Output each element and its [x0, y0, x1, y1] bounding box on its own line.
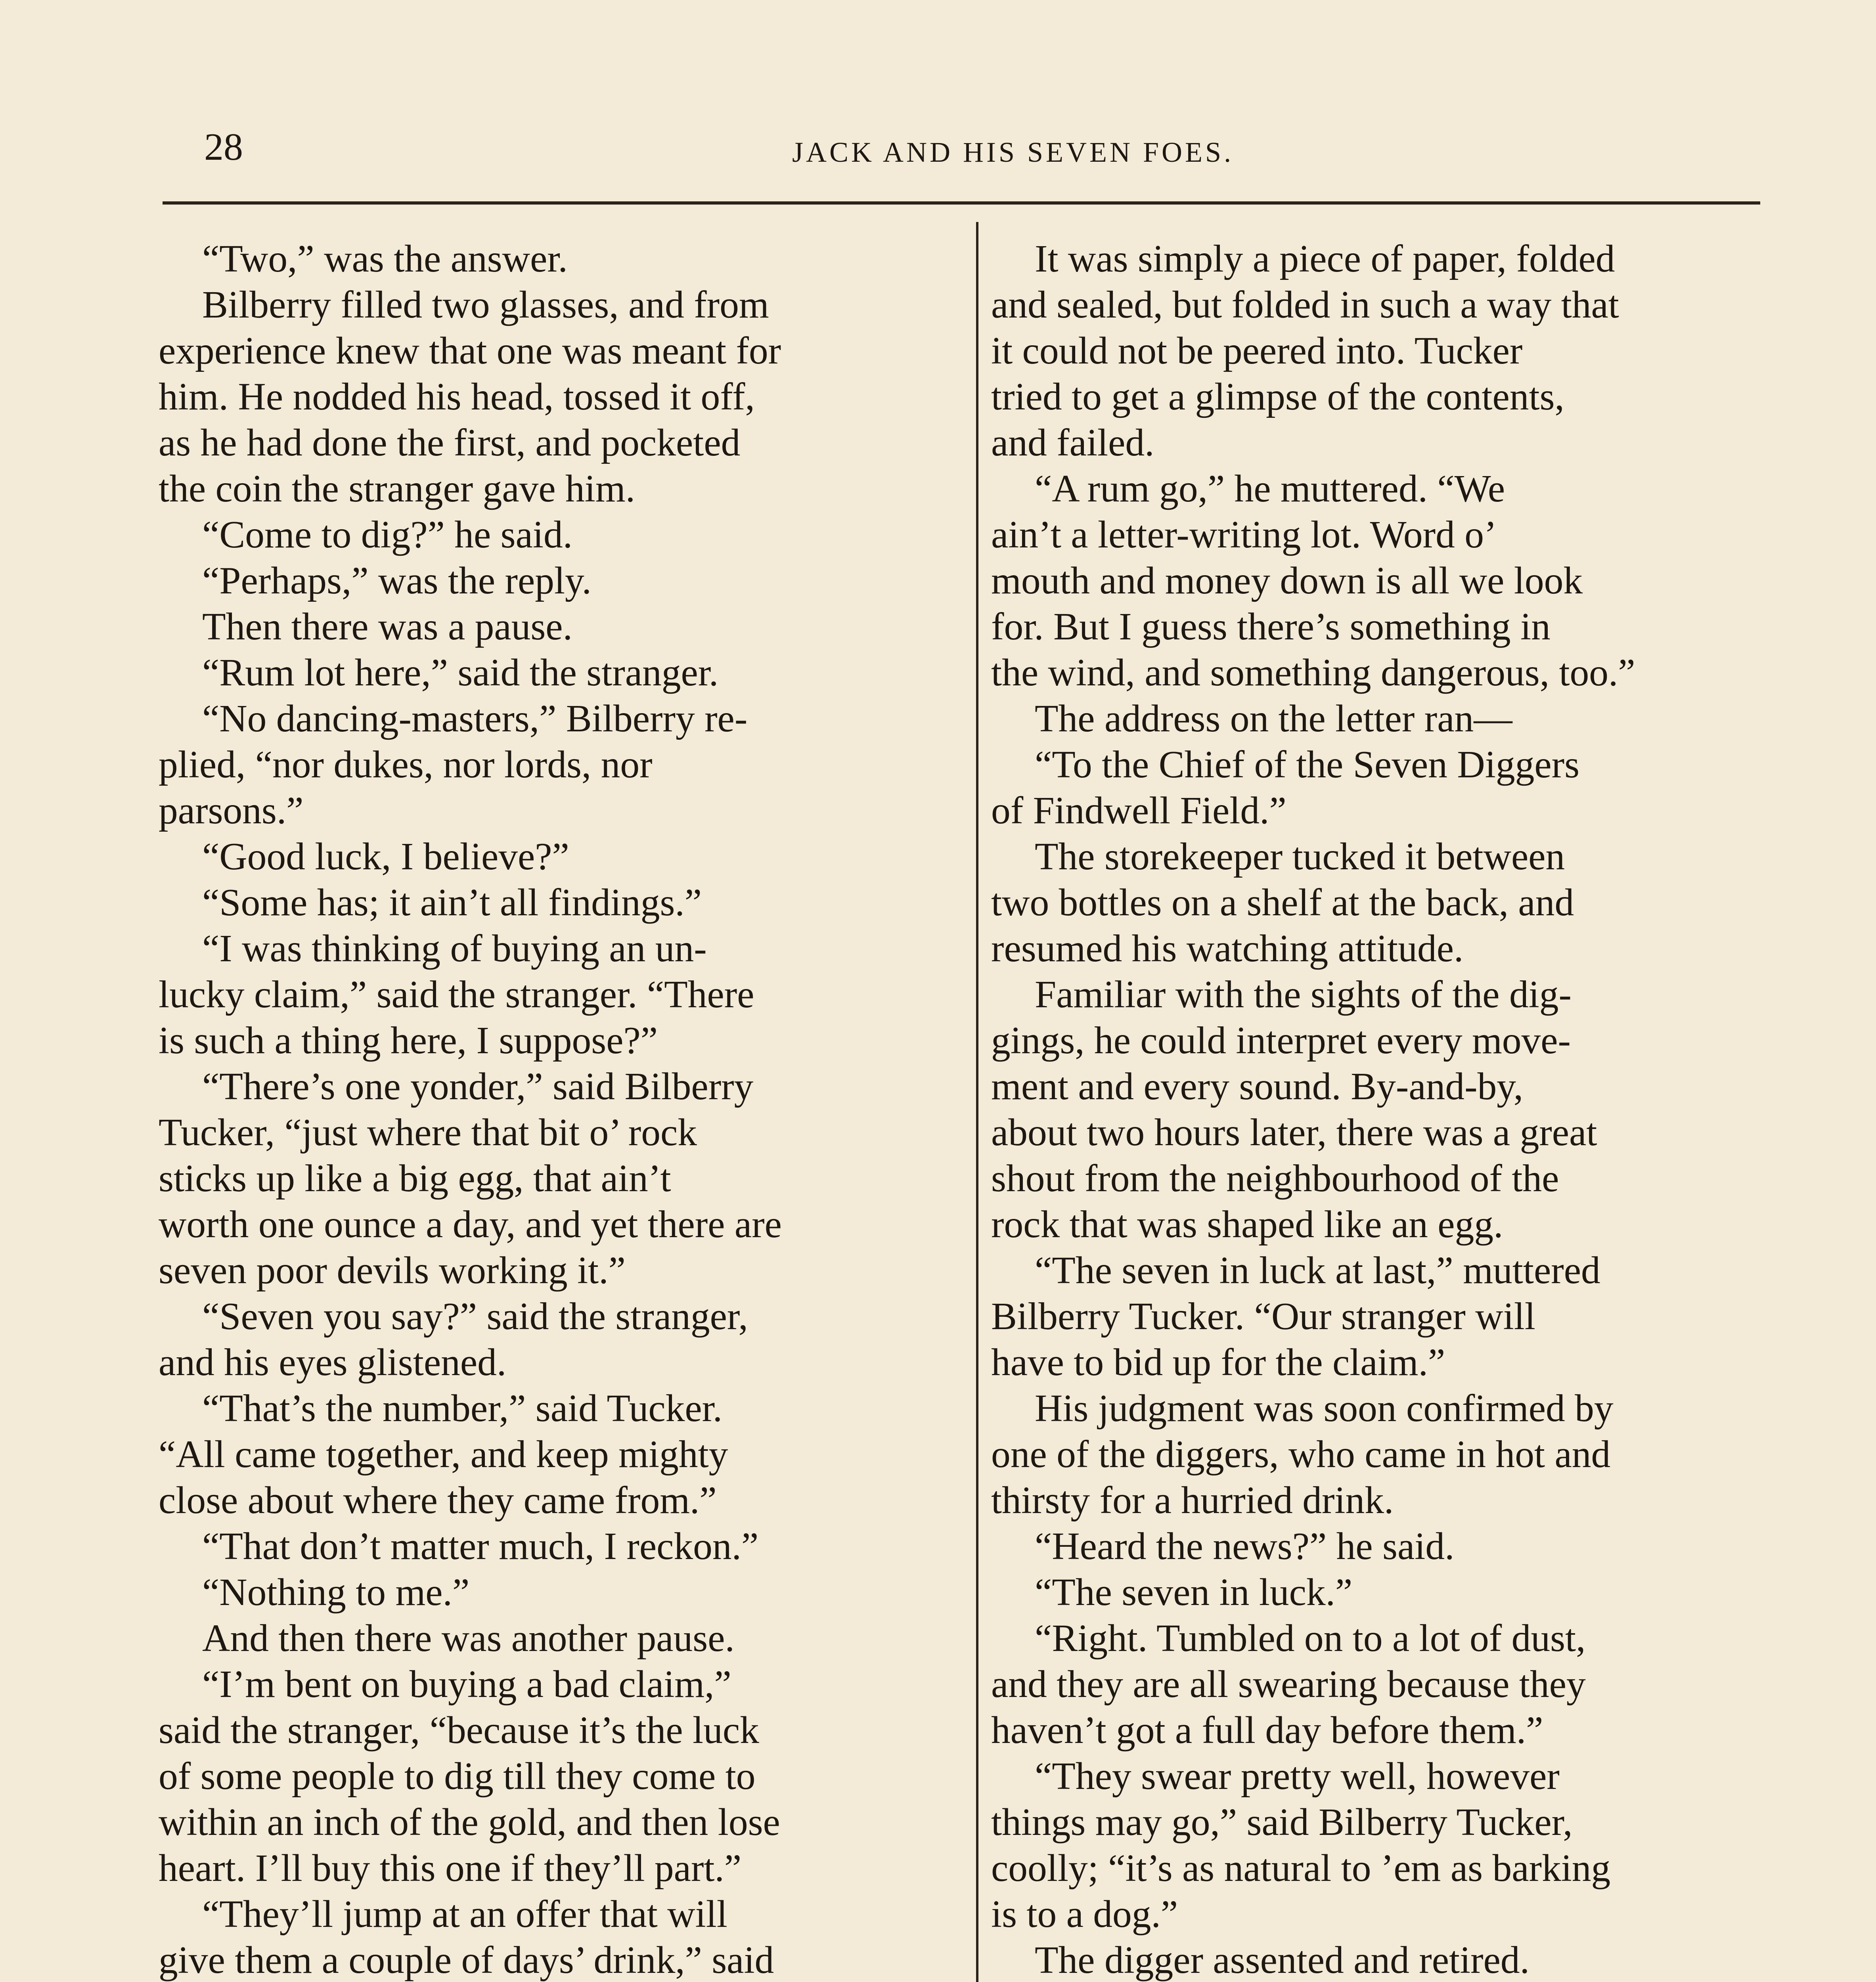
text-line: the coin the stranger gave him.: [159, 467, 636, 510]
text-line: seven poor devils working it.”: [159, 1249, 626, 1292]
text-line: resumed his watching attitude.: [991, 927, 1464, 970]
text-line: “They’ll jump at an offer that will: [202, 1893, 727, 1936]
text-line: It was simply a piece of paper, folded: [1035, 237, 1615, 280]
text-line: and his eyes glistened.: [159, 1341, 507, 1384]
text-line: “No dancing-masters,” Bilberry re-: [202, 697, 748, 740]
text-line: “Some has; it ain’t all findings.”: [202, 881, 702, 924]
text-line: have to bid up for the claim.”: [991, 1341, 1445, 1384]
text-line: Tucker, “just where that bit o’ rock: [159, 1111, 697, 1154]
text-line: “That don’t matter much, I reckon.”: [202, 1525, 759, 1568]
text-line: “Nothing to me.”: [202, 1571, 470, 1614]
text-line: shout from the neighbourhood of the: [991, 1157, 1559, 1200]
text-line: parsons.”: [159, 789, 304, 832]
text-line: said the stranger, “because it’s the luck: [159, 1709, 759, 1752]
text-line: “I was thinking of buying an un-: [202, 927, 707, 970]
text-line: ain’t a letter-writing lot. Word o’: [991, 513, 1497, 556]
text-line: things may go,” said Bilberry Tucker,: [991, 1801, 1573, 1844]
running-title: JACK AND HIS SEVEN FOES.: [792, 136, 1234, 168]
text-line: and they are all swearing because they: [991, 1663, 1586, 1706]
text-line: “Rum lot here,” said the stranger.: [202, 651, 719, 694]
text-line: “A rum go,” he muttered. “We: [1035, 467, 1505, 510]
left-text-column: [159, 236, 942, 1982]
text-line: heart. I’ll buy this one if they’ll part.”: [159, 1847, 742, 1890]
column-divider: [976, 222, 978, 1982]
text-line: him. He nodded his head, tossed it off,: [159, 375, 755, 418]
header-rule: [163, 201, 1760, 205]
text-line: it could not be peered into. Tucker: [991, 329, 1523, 372]
text-line: plied, “nor dukes, nor lords, nor: [159, 743, 653, 786]
text-line: lucky claim,” said the stranger. “There: [159, 973, 754, 1016]
text-line: the wind, and something dangerous, too.”: [991, 651, 1635, 694]
text-line: of some people to dig till they come to: [159, 1755, 756, 1798]
text-line: is to a dog.”: [991, 1893, 1178, 1936]
text-line: for. But I guess there’s something in: [991, 605, 1551, 648]
text-line: “The seven in luck at last,” muttered: [1035, 1249, 1600, 1292]
text-line: “They swear pretty well, however: [1035, 1755, 1560, 1798]
right-text-column: [991, 236, 1774, 1982]
text-line: within an inch of the gold, and then lose: [159, 1801, 780, 1844]
text-line: sticks up like a big egg, that ain’t: [159, 1157, 671, 1200]
text-line: worth one ounce a day, and yet there are: [159, 1203, 782, 1246]
text-line: And then there was another pause.: [202, 1617, 735, 1660]
text-line: and failed.: [991, 421, 1154, 464]
text-line: close about where they came from.”: [159, 1479, 717, 1522]
text-line: “Right. Tumbled on to a lot of dust,: [1035, 1617, 1586, 1660]
text-line: of Findwell Field.”: [991, 789, 1286, 832]
text-line: “Two,” was the answer.: [202, 237, 568, 280]
text-line: “That’s the number,” said Tucker.: [202, 1387, 723, 1430]
text-line: experience knew that one was meant for: [159, 329, 781, 372]
text-line: thirsty for a hurried drink.: [991, 1479, 1394, 1522]
text-line: The digger assented and retired.: [1035, 1939, 1530, 1982]
text-line: His judgment was soon confirmed by: [1035, 1387, 1614, 1430]
text-line: about two hours later, there was a great: [991, 1111, 1597, 1154]
text-line: is such a thing here, I suppose?”: [159, 1019, 658, 1062]
text-line: “Seven you say?” said the stranger,: [202, 1295, 748, 1338]
page-number: 28: [204, 126, 243, 168]
text-line: ment and every sound. By-and-by,: [991, 1065, 1524, 1108]
text-line: “I’m bent on buying a bad claim,”: [202, 1663, 731, 1706]
text-line: rock that was shaped like an egg.: [991, 1203, 1503, 1246]
text-line: “To the Chief of the Seven Diggers: [1035, 743, 1580, 786]
text-line: Bilberry filled two glasses, and from: [202, 283, 769, 326]
text-line: coolly; “it’s as natural to ’em as barking: [991, 1847, 1611, 1890]
text-line: two bottles on a shelf at the back, and: [991, 881, 1574, 924]
text-line: The address on the letter ran—: [1035, 697, 1512, 740]
text-line: one of the diggers, who came in hot and: [991, 1433, 1611, 1476]
text-line: “Heard the news?” he said.: [1035, 1525, 1455, 1568]
text-line: “Good luck, I believe?”: [202, 835, 569, 878]
text-line: mouth and money down is all we look: [991, 559, 1583, 602]
text-line: The storekeeper tucked it between: [1035, 835, 1565, 878]
text-line: Familiar with the sights of the dig-: [1035, 973, 1572, 1016]
text-line: Then there was a pause.: [202, 605, 572, 648]
text-line: “The seven in luck.”: [1035, 1571, 1353, 1614]
text-line: Bilberry Tucker. “Our stranger will: [991, 1295, 1535, 1338]
text-line: as he had done the first, and pocketed: [159, 421, 741, 464]
text-line: “All came together, and keep mighty: [159, 1433, 728, 1476]
text-line: tried to get a glimpse of the contents,: [991, 375, 1564, 418]
text-line: gings, he could interpret every move-: [991, 1019, 1571, 1062]
text-line: give them a couple of days’ drink,” said: [159, 1939, 774, 1982]
text-line: haven’t got a full day before them.”: [991, 1709, 1543, 1752]
text-line: “Come to dig?” he said.: [202, 513, 573, 556]
text-line: and sealed, but folded in such a way that: [991, 283, 1619, 326]
text-line: “Perhaps,” was the reply.: [202, 559, 592, 602]
text-line: “There’s one yonder,” said Bilberry: [202, 1065, 754, 1108]
